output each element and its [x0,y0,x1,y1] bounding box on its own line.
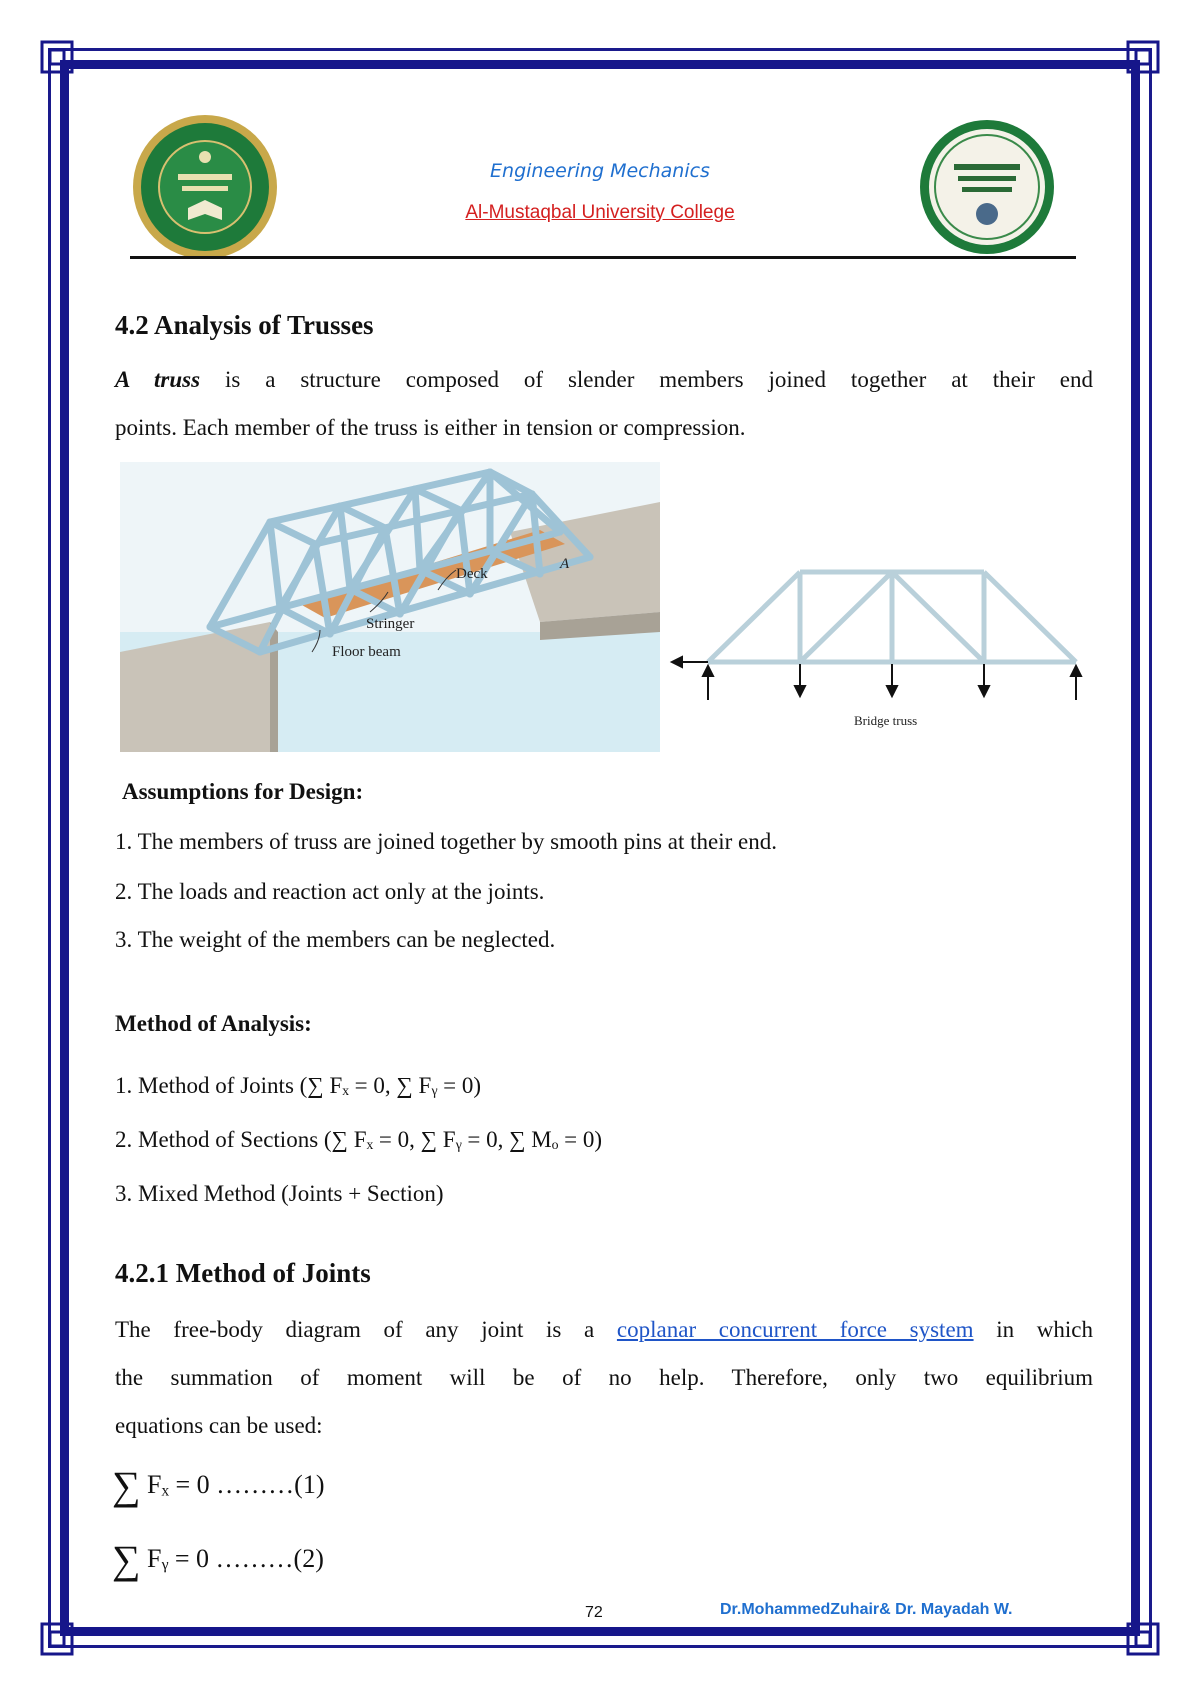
intro-term: A truss [115,367,201,392]
joints-paragraph-line2: the summation of moment will be of no help. Therefore, only two equilibrium [115,1365,1093,1390]
methods-heading: Method of Analysis: [115,1011,312,1036]
corner-ornament-bottom-right [1126,1622,1160,1656]
header-course-title: Engineering Mechanics [490,160,710,182]
assumption-item: 2. The loads and reaction act only at the joints. [115,879,545,904]
assumptions-heading: Assumptions for Design: [122,779,364,804]
label-floor-beam: Floor beam [332,644,401,660]
intro-paragraph-line1 [115,368,1093,391]
header-college-name: Al-Mustaqbal University College [465,202,735,223]
label-deck: Deck [456,566,488,582]
coplanar-concurrent-force-link[interactable]: coplanar concurrent force system [616,1317,974,1342]
equation-2 [112,1537,324,1582]
intro-line1-rest: is a structure composed of slender members joined together at their end [200,367,1093,392]
bridge-truss-diagram [668,560,1088,735]
corner-ornament-top-left [40,40,74,74]
joints-line1-end: in which [973,1317,1093,1342]
joints-paragraph-line1 [115,1318,1093,1341]
section-heading: 4.2 Analysis of Trusses [115,310,374,340]
summation-symbol: ∑ [112,1463,141,1508]
university-seal-logo-left [130,112,280,262]
assumption-item: 1. The members of truss are joined together by smooth pins at their end. [115,829,777,854]
method-item: 1. Method of Joints (∑ Fₓ = 0, ∑ Fᵧ = 0) [115,1073,482,1098]
subsection-heading: 4.2.1 Method of Joints [115,1258,371,1288]
equation-2-text: Fᵧ = 0 ………(2) [147,1544,324,1573]
method-item: 3. Mixed Method (Joints + Section) [115,1181,444,1206]
page-number: 72 [585,1604,603,1621]
footer-authors: Dr.MohammedZuhair& Dr. Mayadah W. [720,1601,1013,1618]
label-point-a: A [560,556,570,572]
label-stringer: Stringer [366,616,415,632]
assumption-item: 3. The weight of the members can be neglected. [115,927,556,952]
corner-ornament-bottom-left [40,1622,74,1656]
bridge-truss-illustration [120,462,660,752]
university-seal-logo-right [918,118,1056,256]
corner-ornament-top-right [1126,40,1160,74]
intro-paragraph-line2: points. Each member of the truss is either in tension or compression. [115,415,746,440]
equation-1-text: Fₓ = 0 ………(1) [147,1470,325,1499]
method-item: 2. Method of Sections (∑ Fₓ = 0, ∑ Fᵧ = 0, ∑ Mₒ = 0) [115,1127,602,1152]
header-rule [130,256,1076,259]
summation-symbol: ∑ [112,1537,141,1582]
joints-line1-start: The free-body diagram of any joint is a [115,1317,617,1342]
joints-paragraph-line3: equations can be used: [115,1413,323,1438]
caption-bridge-truss: Bridge truss [854,713,918,728]
equation-1 [112,1463,325,1508]
